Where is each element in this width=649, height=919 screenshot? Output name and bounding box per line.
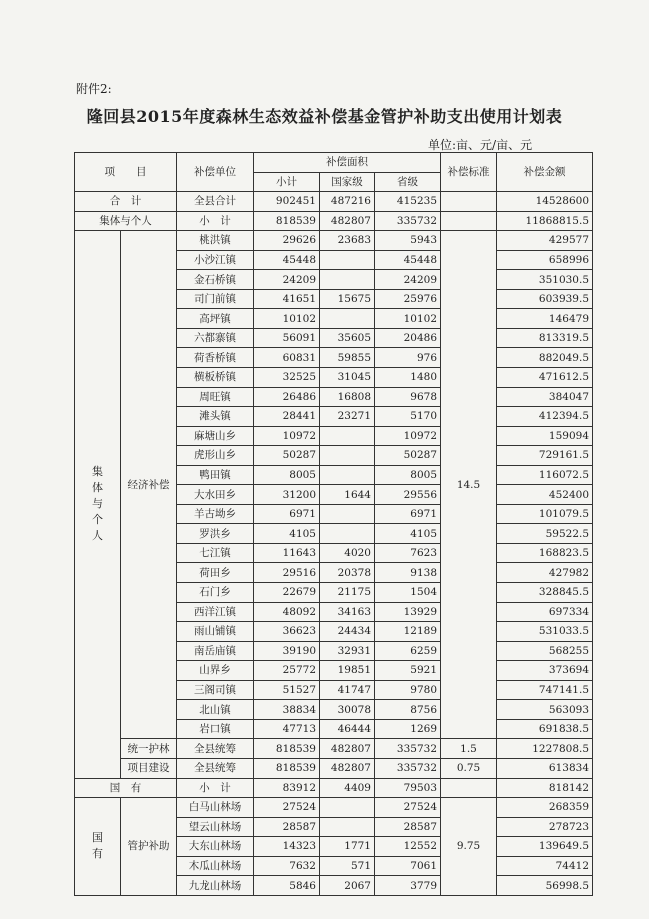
mgmt-unit: 木瓜山林场 <box>177 856 254 876</box>
econ-standard: 14.5 <box>441 231 497 739</box>
collective-amount: 11868815.5 <box>497 211 593 231</box>
econ-subtotal: 47713 <box>254 719 320 739</box>
econ-amount: 691838.5 <box>497 719 593 739</box>
project-standard: 0.75 <box>441 758 497 778</box>
econ-provincial: 6259 <box>375 641 441 661</box>
collective-subtotal: 818539 <box>254 211 320 231</box>
econ-national: 21175 <box>320 583 375 603</box>
econ-subtotal: 24209 <box>254 270 320 290</box>
econ-unit: 桃洪镇 <box>177 231 254 251</box>
project-amount: 613834 <box>497 758 593 778</box>
econ-subtotal: 11643 <box>254 543 320 563</box>
header-area: 补偿面积 <box>254 153 441 173</box>
national-amount: 818142 <box>497 778 593 798</box>
econ-provincial: 45448 <box>375 250 441 270</box>
header-subtotal: 小计 <box>254 172 320 192</box>
econ-subtotal: 6971 <box>254 504 320 524</box>
econ-provincial: 10102 <box>375 309 441 329</box>
econ-amount: 603939.5 <box>497 289 593 309</box>
econ-unit: 荷香桥镇 <box>177 348 254 368</box>
econ-subtotal: 45448 <box>254 250 320 270</box>
total-unit: 全县合计 <box>177 192 254 212</box>
attachment-label: 附件2: <box>76 82 112 96</box>
document-title: 隆回县2015年度森林生态效益补偿基金管护补助支出使用计划表 <box>86 107 563 126</box>
national-subtotal-subtotal: 83912 <box>254 778 320 798</box>
econ-subtotal: 31200 <box>254 485 320 505</box>
national-group-label <box>75 798 121 896</box>
unified-amount: 1227808.5 <box>497 739 593 759</box>
unified-label: 统一护林 <box>121 739 177 759</box>
econ-amount: 168823.5 <box>497 543 593 563</box>
econ-unit: 山界乡 <box>177 661 254 681</box>
national-label: 国 有 <box>75 778 177 798</box>
econ-group-label: 经济补偿 <box>121 231 177 739</box>
mgmt-subtotal: 28587 <box>254 817 320 837</box>
econ-subtotal: 50287 <box>254 446 320 466</box>
mgmt-national: 2067 <box>320 876 375 896</box>
econ-amount: 568255 <box>497 641 593 661</box>
project-national: 482807 <box>320 758 375 778</box>
econ-amount: 658996 <box>497 250 593 270</box>
econ-amount: 351030.5 <box>497 270 593 290</box>
mgmt-provincial: 12552 <box>375 837 441 857</box>
mgmt-provincial: 3779 <box>375 876 441 896</box>
mgmt-amount: 268359 <box>497 798 593 818</box>
collective-group-label-text: 集体与个人 <box>92 465 103 543</box>
mgmt-amount: 139649.5 <box>497 837 593 857</box>
total-subtotal: 902451 <box>254 192 320 212</box>
econ-unit: 滩头镇 <box>177 407 254 427</box>
mgmt-row <box>75 798 593 818</box>
collective-standard <box>441 211 497 231</box>
econ-amount: 116072.5 <box>497 465 593 485</box>
total-row <box>75 192 593 212</box>
econ-amount: 373694 <box>497 661 593 681</box>
econ-subtotal: 51527 <box>254 680 320 700</box>
econ-unit: 羊古坳乡 <box>177 504 254 524</box>
econ-provincial: 9138 <box>375 563 441 583</box>
econ-subtotal: 38834 <box>254 700 320 720</box>
econ-unit: 西洋江镇 <box>177 602 254 622</box>
econ-national: 23271 <box>320 407 375 427</box>
mgmt-national: 571 <box>320 856 375 876</box>
total-label: 合 计 <box>75 192 177 212</box>
econ-unit: 金石桥镇 <box>177 270 254 290</box>
econ-provincial: 9780 <box>375 680 441 700</box>
econ-national: 20378 <box>320 563 375 583</box>
econ-provincial: 5943 <box>375 231 441 251</box>
econ-subtotal: 8005 <box>254 465 320 485</box>
national-subtotal-row <box>75 778 593 798</box>
unified-subtotal: 818539 <box>254 739 320 759</box>
econ-provincial: 8756 <box>375 700 441 720</box>
econ-amount: 729161.5 <box>497 446 593 466</box>
header-provincial: 省级 <box>375 172 441 192</box>
econ-national: 19851 <box>320 661 375 681</box>
compensation-plan-table <box>74 152 593 896</box>
econ-unit: 虎形山乡 <box>177 446 254 466</box>
econ-amount: 813319.5 <box>497 328 593 348</box>
econ-subtotal: 25772 <box>254 661 320 681</box>
econ-national <box>320 250 375 270</box>
econ-national: 16808 <box>320 387 375 407</box>
econ-unit: 石门乡 <box>177 583 254 603</box>
econ-national: 31045 <box>320 368 375 388</box>
econ-provincial: 24209 <box>375 270 441 290</box>
econ-unit: 大水田乡 <box>177 485 254 505</box>
total-amount: 14528600 <box>497 192 593 212</box>
econ-provincial: 5921 <box>375 661 441 681</box>
mgmt-provincial: 27524 <box>375 798 441 818</box>
econ-subtotal: 56091 <box>254 328 320 348</box>
mgmt-unit: 九龙山林场 <box>177 876 254 896</box>
mgmt-standard: 9.75 <box>441 798 497 896</box>
econ-amount: 427982 <box>497 563 593 583</box>
econ-national: 35605 <box>320 328 375 348</box>
econ-provincial: 20486 <box>375 328 441 348</box>
econ-national: 23683 <box>320 231 375 251</box>
mgmt-subtotal: 27524 <box>254 798 320 818</box>
unified-provincial: 335732 <box>375 739 441 759</box>
unified-row <box>75 739 593 759</box>
econ-amount: 59522.5 <box>497 524 593 544</box>
econ-provincial: 25976 <box>375 289 441 309</box>
table-body <box>75 153 593 896</box>
econ-subtotal: 4105 <box>254 524 320 544</box>
total-national: 487216 <box>320 192 375 212</box>
econ-national: 34163 <box>320 602 375 622</box>
econ-unit: 雨山铺镇 <box>177 622 254 642</box>
mgmt-provincial: 7061 <box>375 856 441 876</box>
econ-subtotal: 28441 <box>254 407 320 427</box>
econ-provincial: 29556 <box>375 485 441 505</box>
mgmt-unit: 望云山林场 <box>177 817 254 837</box>
econ-national: 4020 <box>320 543 375 563</box>
collective-label: 集体与个人 <box>75 211 177 231</box>
econ-provincial: 6971 <box>375 504 441 524</box>
econ-provincial: 5170 <box>375 407 441 427</box>
header-unit: 补偿单位 <box>177 153 254 192</box>
econ-unit: 麻塘山乡 <box>177 426 254 446</box>
econ-national <box>320 309 375 329</box>
project-row <box>75 758 593 778</box>
econ-national <box>320 504 375 524</box>
unified-standard: 1.5 <box>441 739 497 759</box>
econ-subtotal: 10102 <box>254 309 320 329</box>
econ-national: 46444 <box>320 719 375 739</box>
econ-amount: 697334 <box>497 602 593 622</box>
econ-national <box>320 524 375 544</box>
econ-provincial: 12189 <box>375 622 441 642</box>
econ-national <box>320 465 375 485</box>
project-provincial: 335732 <box>375 758 441 778</box>
econ-unit: 罗洪乡 <box>177 524 254 544</box>
header-row <box>75 153 593 173</box>
national-subtotal-provincial: 79503 <box>375 778 441 798</box>
econ-unit: 司门前镇 <box>177 289 254 309</box>
mgmt-national: 1771 <box>320 837 375 857</box>
econ-unit: 荷田乡 <box>177 563 254 583</box>
econ-national <box>320 426 375 446</box>
econ-amount: 412394.5 <box>497 407 593 427</box>
header-standard: 补偿标准 <box>441 153 497 192</box>
collective-national: 482807 <box>320 211 375 231</box>
econ-unit: 鸭田镇 <box>177 465 254 485</box>
econ-amount: 384047 <box>497 387 593 407</box>
econ-provincial: 1269 <box>375 719 441 739</box>
econ-amount: 328845.5 <box>497 583 593 603</box>
econ-amount: 159094 <box>497 426 593 446</box>
econ-provincial: 1480 <box>375 368 441 388</box>
econ-subtotal: 10972 <box>254 426 320 446</box>
mgmt-amount: 74412 <box>497 856 593 876</box>
econ-national: 41747 <box>320 680 375 700</box>
econ-amount: 531033.5 <box>497 622 593 642</box>
econ-subtotal: 29626 <box>254 231 320 251</box>
header-item: 项 目 <box>75 153 177 192</box>
econ-unit: 横板桥镇 <box>177 368 254 388</box>
national-group-label-text: 国有 <box>92 831 103 861</box>
mgmt-unit: 白马山林场 <box>177 798 254 818</box>
econ-amount: 471612.5 <box>497 368 593 388</box>
econ-provincial: 7623 <box>375 543 441 563</box>
total-provincial: 415235 <box>375 192 441 212</box>
econ-subtotal: 26486 <box>254 387 320 407</box>
collective-group-label <box>75 231 121 778</box>
econ-amount: 747141.5 <box>497 680 593 700</box>
econ-amount: 101079.5 <box>497 504 593 524</box>
econ-unit: 高坪镇 <box>177 309 254 329</box>
econ-provincial: 13929 <box>375 602 441 622</box>
econ-subtotal: 41651 <box>254 289 320 309</box>
national-subtotal-unit: 小 计 <box>177 778 254 798</box>
econ-national: 32931 <box>320 641 375 661</box>
national-standard <box>441 778 497 798</box>
econ-provincial: 10972 <box>375 426 441 446</box>
mgmt-amount: 278723 <box>497 817 593 837</box>
econ-provincial: 8005 <box>375 465 441 485</box>
econ-amount: 429577 <box>497 231 593 251</box>
project-unit: 全县统筹 <box>177 758 254 778</box>
econ-row <box>75 231 593 251</box>
mgmt-national <box>320 817 375 837</box>
econ-provincial: 1504 <box>375 583 441 603</box>
econ-subtotal: 29516 <box>254 563 320 583</box>
mgmt-subtotal: 5846 <box>254 876 320 896</box>
econ-national: 1644 <box>320 485 375 505</box>
total-standard <box>441 192 497 212</box>
collective-unit: 小 计 <box>177 211 254 231</box>
econ-national <box>320 446 375 466</box>
mgmt-unit: 大东山林场 <box>177 837 254 857</box>
econ-subtotal: 39190 <box>254 641 320 661</box>
econ-unit: 六都寨镇 <box>177 328 254 348</box>
econ-subtotal: 32525 <box>254 368 320 388</box>
econ-national: 24434 <box>320 622 375 642</box>
econ-unit: 北山镇 <box>177 700 254 720</box>
econ-provincial: 9678 <box>375 387 441 407</box>
econ-amount: 563093 <box>497 700 593 720</box>
header-national: 国家级 <box>320 172 375 192</box>
project-label: 项目建设 <box>121 758 177 778</box>
econ-subtotal: 60831 <box>254 348 320 368</box>
mgmt-amount: 56998.5 <box>497 876 593 896</box>
mgmt-provincial: 28587 <box>375 817 441 837</box>
econ-provincial: 4105 <box>375 524 441 544</box>
mgmt-subtotal: 14323 <box>254 837 320 857</box>
econ-unit: 周旺镇 <box>177 387 254 407</box>
econ-unit: 岩口镇 <box>177 719 254 739</box>
collective-row <box>75 211 593 231</box>
econ-unit: 三阁司镇 <box>177 680 254 700</box>
econ-provincial: 50287 <box>375 446 441 466</box>
econ-unit: 七江镇 <box>177 543 254 563</box>
econ-national <box>320 270 375 290</box>
econ-national: 15675 <box>320 289 375 309</box>
econ-provincial: 976 <box>375 348 441 368</box>
national-subtotal-national: 4409 <box>320 778 375 798</box>
econ-unit: 南岳庙镇 <box>177 641 254 661</box>
mgmt-subtotal: 7632 <box>254 856 320 876</box>
collective-provincial: 335732 <box>375 211 441 231</box>
unified-national: 482807 <box>320 739 375 759</box>
unified-unit: 全县统筹 <box>177 739 254 759</box>
econ-subtotal: 22679 <box>254 583 320 603</box>
mgmt-national <box>320 798 375 818</box>
econ-national: 59855 <box>320 348 375 368</box>
unit-note: 单位:亩、元/亩、元 <box>428 138 533 152</box>
econ-subtotal: 48092 <box>254 602 320 622</box>
econ-subtotal: 36623 <box>254 622 320 642</box>
econ-national: 30078 <box>320 700 375 720</box>
econ-amount: 882049.5 <box>497 348 593 368</box>
mgmt-group-label: 管护补助 <box>121 798 177 896</box>
econ-amount: 146479 <box>497 309 593 329</box>
header-amount: 补偿金额 <box>497 153 593 192</box>
econ-unit: 小沙江镇 <box>177 250 254 270</box>
project-subtotal: 818539 <box>254 758 320 778</box>
econ-amount: 452400 <box>497 485 593 505</box>
